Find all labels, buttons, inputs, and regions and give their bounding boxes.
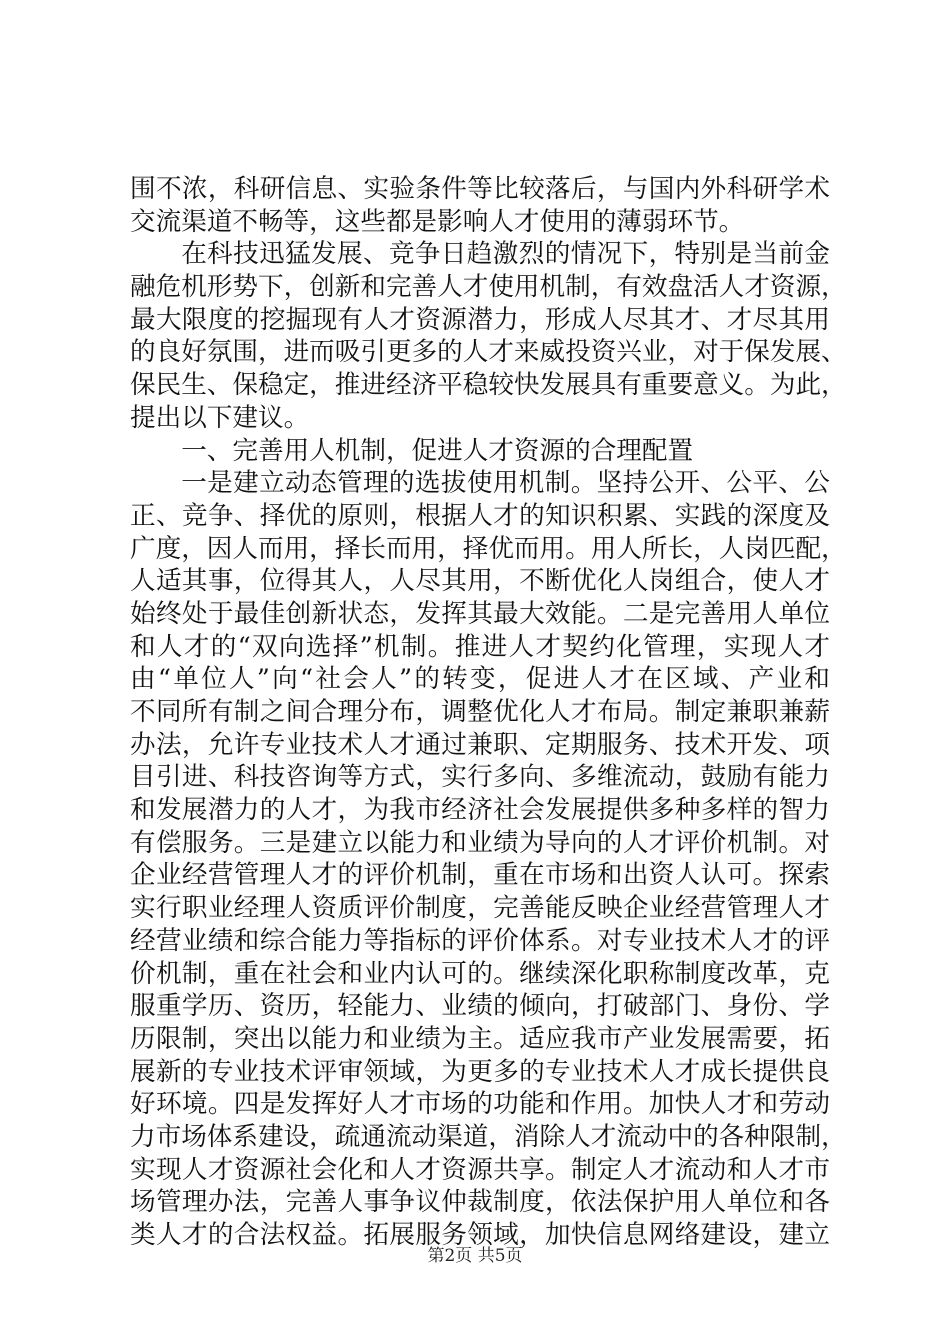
text-line: 企业经营管理人才的评价机制，重在市场和出资人认可。探索 xyxy=(130,860,830,891)
document-body xyxy=(130,173,847,1252)
text-line: 正、竞争、择优的原则，根据人才的知识积累、实践的深度及 xyxy=(130,500,830,531)
text-line: 不同所有制之间合理分布，调整优化人才布局。制定兼职兼薪 xyxy=(130,697,830,727)
text-line: 服重学历、资历，轻能力、业绩的倾向，打破部门、身份、学 xyxy=(130,991,830,1022)
text-line: 和人才的“双向选择”机制。推进人才契约化管理，实现人才 xyxy=(130,631,830,662)
text-line: 由“单位人”向“社会人”的转变，促进人才在区域、产业和 xyxy=(130,664,830,695)
text-line: 经营业绩和综合能力等指标的评价体系。对专业技术人才的评 xyxy=(130,925,830,956)
text-line: 价机制，重在社会和业内认可的。继续深化职称制度改革，克 xyxy=(130,958,830,989)
text-line: 实现人才资源社会化和人才资源共享。制定人才流动和人才市 xyxy=(130,1154,830,1185)
text-line: 提出以下建议。 xyxy=(130,402,310,433)
text-line: 的良好氛围，进而吸引更多的人才来威投资兴业，对于保发展、 xyxy=(130,337,847,368)
text-line: 人适其事，位得其人，人尽其用，不断优化人岗组合，使人才 xyxy=(130,566,830,597)
text-line: 场管理办法，完善人事争议仲裁制度，依法保护用人单位和各 xyxy=(130,1187,830,1218)
text-line: 好环境。四是发挥好人才市场的功能和作用。加快人才和劳动 xyxy=(130,1089,830,1120)
text-line: 有偿服务。三是建立以能力和业绩为导向的人才评价机制。对 xyxy=(130,827,830,858)
text-line: 和发展潜力的人才，为我市经济社会发展提供多种多样的智力 xyxy=(130,795,830,826)
text-line: 交流渠道不畅等，这些都是影响人才使用的薄弱环节。 xyxy=(130,206,745,237)
text-line: 一、完善用人机制，促进人才资源的合理配置 xyxy=(181,435,694,466)
text-line: 实行职业经理人资质评价制度，完善能反映企业经营管理人才 xyxy=(130,893,830,924)
text-line: 保民生、保稳定，推进经济平稳较快发展具有重要意义。为此， xyxy=(130,370,847,401)
text-line: 历限制，突出以能力和业绩为主。适应我市产业发展需要，拓 xyxy=(130,1023,830,1054)
page-footer: 第2页 共5页 xyxy=(427,1246,523,1266)
text-line: 最大限度的挖掘现有人才资源潜力，形成人尽其才、才尽其用 xyxy=(130,304,830,335)
text-line: 力市场体系建设，疏通流动渠道，消除人才流动中的各种限制， xyxy=(130,1121,847,1152)
text-line: 类人才的合法权益。拓展服务领域，加快信息网络建设，建立 xyxy=(130,1220,830,1250)
text-line: 融危机形势下，创新和完善人才使用机制，有效盘活人才资源， xyxy=(130,272,847,303)
text-line: 始终处于最佳创新状态，发挥其最大效能。二是完善用人单位 xyxy=(130,598,830,629)
text-line: 广度，因人而用，择长而用，择优而用。用人所长，人岗匹配， xyxy=(130,533,847,564)
text-line: 办法，允许专业技术人才通过兼职、定期服务、技术开发、项 xyxy=(130,729,830,760)
text-line: 在科技迅猛发展、竞争日趋激烈的情况下，特别是当前金 xyxy=(181,239,830,270)
text-line: 展新的专业技术评审领域，为更多的专业技术人才成长提供良 xyxy=(130,1056,830,1087)
text-line: 目引进、科技咨询等方式，实行多向、多维流动，鼓励有能力 xyxy=(130,762,830,793)
text-line: 一是建立动态管理的选拔使用机制。坚持公开、公平、公 xyxy=(181,468,830,499)
text-line: 围不浓，科研信息、实验条件等比较落后，与国内外科研学术 xyxy=(130,174,830,204)
